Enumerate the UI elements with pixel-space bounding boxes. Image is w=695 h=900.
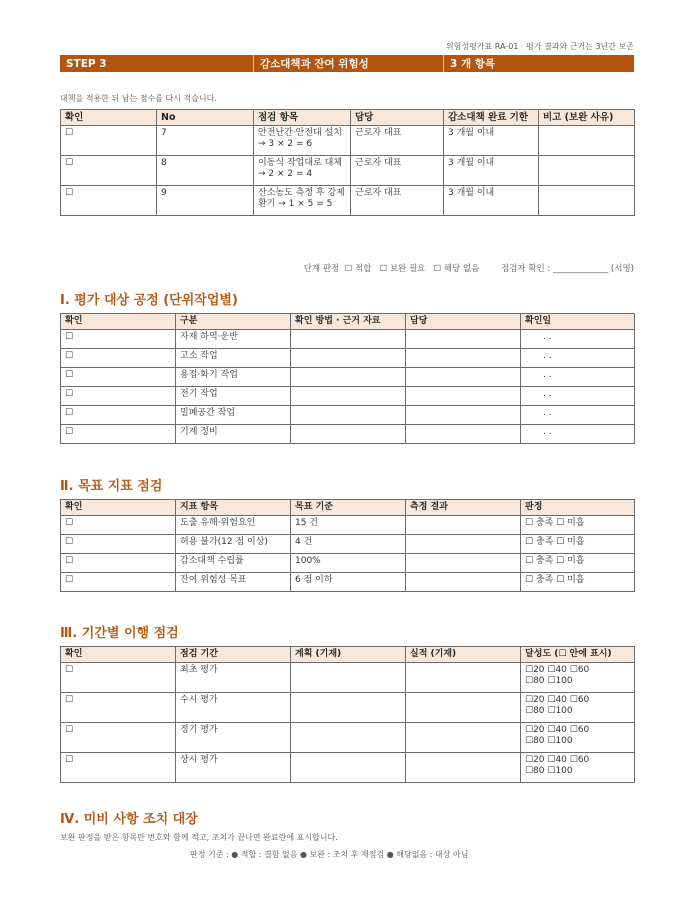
column-header: 감소대책 완료 기한 [444, 110, 539, 126]
due-cell: 3 개월 이내 [444, 126, 539, 156]
table-row [61, 387, 635, 406]
checkbox[interactable]: ☐ [61, 554, 176, 573]
table-row [61, 535, 635, 554]
actual-cell[interactable] [406, 663, 521, 693]
checkbox[interactable]: ☐ [61, 723, 176, 753]
section2-table [60, 499, 635, 592]
column-header: 목표 기준 [291, 500, 406, 516]
method-cell[interactable] [291, 368, 406, 387]
step-bar [60, 55, 634, 72]
checkbox[interactable]: ☐ [61, 693, 176, 723]
section4-title: Ⅳ. 미비 사항 조치 대장 [60, 812, 198, 827]
column-header: 구분 [176, 314, 291, 330]
target-cell: 100% [291, 554, 406, 573]
judge-checkboxes[interactable]: ☐ 충족 ☐ 미흡 [521, 573, 635, 592]
due-cell: 3 개월 이내 [444, 156, 539, 186]
table-row [61, 368, 635, 387]
checkbox[interactable]: ☐ [61, 387, 176, 406]
column-header: 담당 [406, 314, 521, 330]
table-row [61, 186, 635, 216]
checkbox[interactable]: ☐ [61, 349, 176, 368]
step-table [60, 109, 635, 216]
section1-title: Ⅰ. 평가 대상 공정 (단위작업별) [60, 293, 238, 308]
method-cell[interactable] [291, 406, 406, 425]
table-row [61, 126, 635, 156]
judge-checkboxes[interactable]: ☐ 충족 ☐ 미흡 [521, 554, 635, 573]
table-row [61, 330, 635, 349]
owner-cell: 근로자 대표 [351, 186, 444, 216]
table-row [61, 723, 635, 753]
period-name: 상시 평가 [176, 753, 291, 783]
column-header: 확인 [61, 110, 157, 126]
judge-checkboxes[interactable]: ☐ 충족 ☐ 미흡 [521, 516, 635, 535]
step-verdict: 단계 판정 ☐ 적합 ☐ 보완 필요 ☐ 해당 없음 점검자 확인 : _____________ (서명) [303, 264, 634, 274]
checkbox[interactable]: ☐ [61, 516, 176, 535]
date-cell[interactable]: . . [521, 406, 635, 425]
indicator-name: 잔여 위험성 목표 [176, 573, 291, 592]
table-row [61, 693, 635, 723]
owner-cell[interactable] [406, 368, 521, 387]
process-name: 고소 작업 [176, 349, 291, 368]
table-row [61, 573, 635, 592]
column-header: No [157, 110, 254, 126]
section1-table [60, 313, 635, 444]
achievement-line[interactable]: ☐20 ☐40 ☐60 [525, 755, 590, 765]
table-row [61, 663, 635, 693]
table-row [61, 425, 635, 444]
column-header: 확인 방법 · 근거 자료 [291, 314, 406, 330]
target-cell: 6 점 이하 [291, 573, 406, 592]
achievement-line[interactable]: ☐80 ☐100 [525, 706, 573, 716]
column-header: 확인일 [521, 314, 635, 330]
note-cell[interactable] [539, 126, 635, 156]
checkbox[interactable]: ☐ [61, 186, 157, 216]
table-row [61, 349, 635, 368]
note-cell[interactable] [539, 156, 635, 186]
owner-cell[interactable] [406, 425, 521, 444]
achievement-checkboxes[interactable] [521, 723, 635, 753]
table-header-row [61, 647, 635, 663]
column-header: 지표 항목 [176, 500, 291, 516]
result-cell[interactable] [406, 554, 521, 573]
process-name: 전기 작업 [176, 387, 291, 406]
method-cell[interactable] [291, 425, 406, 444]
owner-cell[interactable] [406, 330, 521, 349]
checkbox[interactable]: ☐ [61, 753, 176, 783]
achievement-checkboxes[interactable] [521, 663, 635, 693]
achievement-checkboxes[interactable] [521, 693, 635, 723]
column-header: 판정 [521, 500, 635, 516]
step-title: 감소대책과 잔여 위험성 [253, 55, 443, 72]
judge-checkboxes[interactable]: ☐ 충족 ☐ 미흡 [521, 535, 635, 554]
column-header: 점검 항목 [254, 110, 351, 126]
achievement-line[interactable]: ☐80 ☐100 [525, 676, 573, 686]
date-cell[interactable]: . . [521, 330, 635, 349]
table-row [61, 753, 635, 783]
column-header: 실적 (기재) [406, 647, 521, 663]
column-header: 담당 [351, 110, 444, 126]
table-row [61, 156, 635, 186]
section2-title: Ⅱ. 목표 지표 점검 [60, 479, 163, 494]
section3-table [60, 646, 635, 783]
period-name: 수시 평가 [176, 693, 291, 723]
check-item: 산소농도 측정 후 강제환기 → 1 × 5 = 5 [254, 186, 351, 216]
date-cell[interactable]: . . [521, 349, 635, 368]
column-header: 비고 (보완 사유) [539, 110, 635, 126]
owner-cell: 근로자 대표 [351, 156, 444, 186]
result-cell[interactable] [406, 535, 521, 554]
column-header: 점검 기간 [176, 647, 291, 663]
plan-cell[interactable] [291, 693, 406, 723]
section4-description: 보완 판정을 받은 항목만 번호와 함께 적고, 조치가 끝나면 완료란에 표시합니다. [60, 833, 338, 842]
checkbox[interactable]: ☐ [61, 425, 176, 444]
column-header: 확인 [61, 500, 176, 516]
header-note: 위험성평가표 RA-01 · 평가 결과와 근거는 3년간 보존 [445, 42, 634, 51]
owner-cell: 근로자 대표 [351, 126, 444, 156]
step-label: STEP 3 [66, 57, 107, 70]
column-header: 확인 [61, 647, 176, 663]
date-cell[interactable]: . . [521, 387, 635, 406]
method-cell[interactable] [291, 349, 406, 368]
achievement-line[interactable]: ☐20 ☐40 ☐60 [525, 695, 590, 705]
judgement-legend: 판정 기준 : ● 적합 : 결함 없음 ● 보완 : 조치 후 재점검 ● 해당없음 : 대상 아님 [190, 850, 469, 859]
period-name: 최초 평가 [176, 663, 291, 693]
checkbox[interactable]: ☐ [61, 126, 157, 156]
step-count: 3 개 항목 [443, 55, 634, 72]
process-name: 밀폐공간 작업 [176, 406, 291, 425]
target-cell: 15 건 [291, 516, 406, 535]
column-header: 확인 [61, 314, 176, 330]
column-header: 계획 (기재) [291, 647, 406, 663]
period-name: 정기 평가 [176, 723, 291, 753]
checkbox[interactable]: ☐ [61, 535, 176, 554]
indicator-name: 도출 유해·위험요인 [176, 516, 291, 535]
checkbox[interactable]: ☐ [61, 330, 176, 349]
checkbox[interactable]: ☐ [61, 663, 176, 693]
checkbox[interactable]: ☐ [61, 156, 157, 186]
owner-cell[interactable] [406, 387, 521, 406]
plan-cell[interactable] [291, 753, 406, 783]
achievement-line[interactable]: ☐80 ☐100 [525, 766, 573, 776]
checkbox[interactable]: ☐ [61, 406, 176, 425]
table-header-row [61, 314, 635, 330]
achievement-line[interactable]: ☐20 ☐40 ☐60 [525, 725, 590, 735]
due-cell: 3 개월 이내 [444, 186, 539, 216]
check-item: 안전난간·안전대 설치 → 3 × 2 = 6 [254, 126, 351, 156]
column-header: 측정 결과 [406, 500, 521, 516]
row-number: 7 [157, 126, 254, 156]
date-cell[interactable]: . . [521, 368, 635, 387]
owner-cell[interactable] [406, 406, 521, 425]
process-name: 기계 정비 [176, 425, 291, 444]
process-name: 자재 하역·운반 [176, 330, 291, 349]
achievement-checkboxes[interactable] [521, 753, 635, 783]
target-cell: 4 건 [291, 535, 406, 554]
date-cell[interactable]: . . [521, 425, 635, 444]
table-row [61, 406, 635, 425]
column-header: 달성도 (☐ 안에 표시) [521, 647, 635, 663]
step-description: 대책을 적용한 뒤 남는 점수를 다시 적습니다. [60, 94, 217, 103]
note-cell[interactable] [539, 186, 635, 216]
achievement-line[interactable]: ☐80 ☐100 [525, 736, 573, 746]
actual-cell[interactable] [406, 723, 521, 753]
plan-cell[interactable] [291, 723, 406, 753]
checkbox[interactable]: ☐ [61, 368, 176, 387]
table-header-row [61, 500, 635, 516]
method-cell[interactable] [291, 387, 406, 406]
table-row [61, 516, 635, 535]
plan-cell[interactable] [291, 663, 406, 693]
process-name: 용접·화기 작업 [176, 368, 291, 387]
indicator-name: 감소대책 수립률 [176, 554, 291, 573]
method-cell[interactable] [291, 330, 406, 349]
actual-cell[interactable] [406, 753, 521, 783]
owner-cell[interactable] [406, 349, 521, 368]
actual-cell[interactable] [406, 693, 521, 723]
check-item: 이동식 작업대로 대체 → 2 × 2 = 4 [254, 156, 351, 186]
indicator-name: 허용 불가(12 점 이상) [176, 535, 291, 554]
row-number: 8 [157, 156, 254, 186]
result-cell[interactable] [406, 573, 521, 592]
achievement-line[interactable]: ☐20 ☐40 ☐60 [525, 665, 590, 675]
result-cell[interactable] [406, 516, 521, 535]
table-row [61, 554, 635, 573]
row-number: 9 [157, 186, 254, 216]
table-header-row [61, 110, 635, 126]
checkbox[interactable]: ☐ [61, 573, 176, 592]
section3-title: Ⅲ. 기간별 이행 점검 [60, 626, 179, 641]
